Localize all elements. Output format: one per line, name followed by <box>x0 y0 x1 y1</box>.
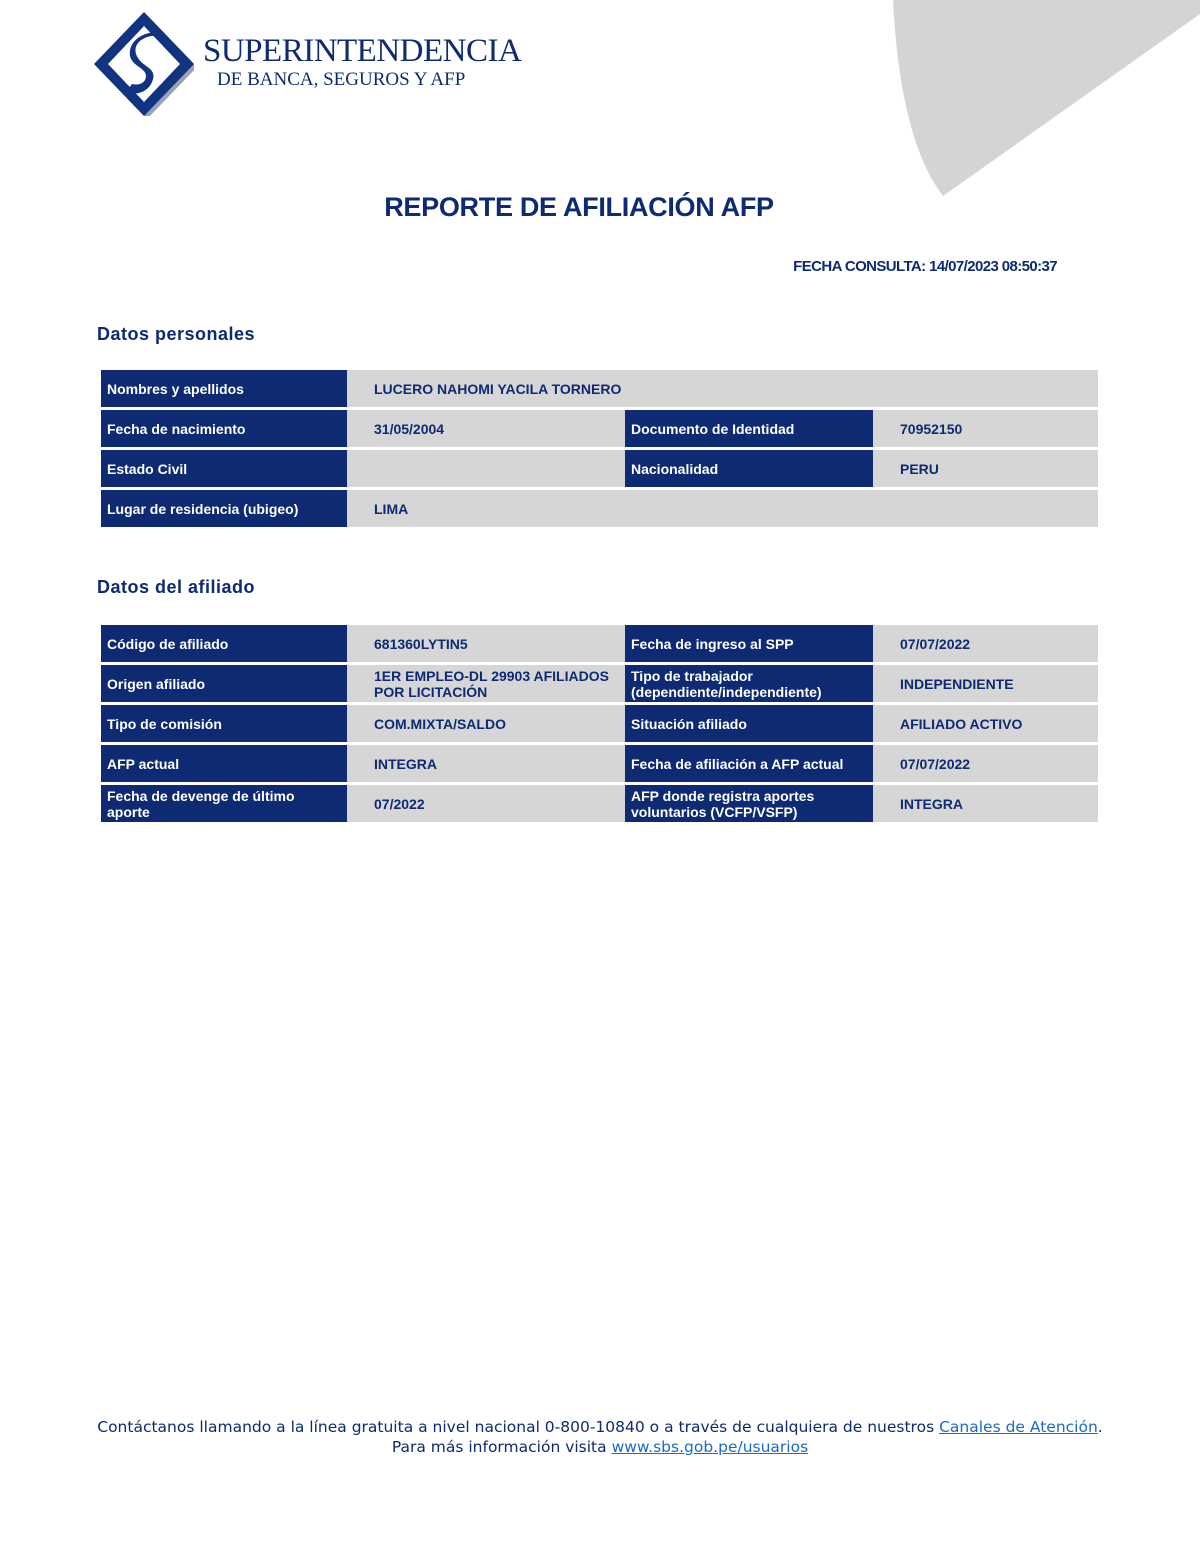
section-title-personales: Datos personales <box>97 324 256 344</box>
value-situacion-afiliado: AFILIADO ACTIVO <box>873 705 1098 745</box>
personal-data-table <box>101 370 1098 527</box>
table-row <box>101 665 1098 705</box>
label-tipo-trabajador: Tipo de trabajador (dependiente/independiente) <box>625 665 873 705</box>
footer-period: . <box>1097 1418 1103 1436</box>
value-estado-civil <box>347 450 625 490</box>
label-codigo-afiliado: Código de afiliado <box>101 625 347 665</box>
table-row <box>101 785 1098 822</box>
value-residencia: LIMA <box>347 490 1098 527</box>
report-title: REPORTE DE AFILIACIÓN AFP <box>384 192 774 222</box>
value-codigo-afiliado: 681360LYTIN5 <box>347 625 625 665</box>
label-fecha-ingreso-spp: Fecha de ingreso al SPP <box>625 625 873 665</box>
label-documento: Documento de Identidad <box>625 410 873 450</box>
logo-line1: SUPERINTENDENCIA <box>203 33 522 69</box>
sbs-logo-text <box>203 33 521 91</box>
value-fecha-nacimiento: 31/05/2004 <box>347 410 625 450</box>
label-estado-civil: Estado Civil <box>101 450 347 490</box>
label-origen-afiliado: Origen afiliado <box>101 665 347 705</box>
footer-line2 <box>0 1437 1200 1457</box>
afiliado-data-table <box>101 625 1098 822</box>
value-origen-afiliado: 1ER EMPLEO-DL 29903 AFILIADOS POR LICITACIÓN <box>347 665 625 705</box>
table-row <box>101 410 1098 450</box>
table-row <box>101 370 1098 410</box>
label-residencia: Lugar de residencia (ubigeo) <box>101 490 347 527</box>
label-fecha-afiliacion-afp: Fecha de afiliación a AFP actual <box>625 745 873 785</box>
label-afp-aportes-voluntarios: AFP donde registra aportes voluntarios (VCFP/VSFP) <box>625 785 873 822</box>
value-fecha-ingreso-spp: 07/07/2022 <box>873 625 1098 665</box>
label-nacionalidad: Nacionalidad <box>625 450 873 490</box>
label-situacion-afiliado: Situación afiliado <box>625 705 873 745</box>
value-fecha-devenge: 07/2022 <box>347 785 625 822</box>
value-fecha-afiliacion-afp: 07/07/2022 <box>873 745 1098 785</box>
sbs-usuarios-link[interactable]: www.sbs.gob.pe/usuarios <box>611 1438 809 1456</box>
value-tipo-comision: COM.MIXTA/SALDO <box>347 705 625 745</box>
footer-line1 <box>0 1417 1200 1437</box>
value-afp-aportes-voluntarios: INTEGRA <box>873 785 1098 822</box>
table-row <box>101 450 1098 490</box>
table-row <box>101 745 1098 785</box>
section-title-afiliado: Datos del afiliado <box>97 577 256 597</box>
canales-atencion-link[interactable]: Canales de Atención <box>939 1418 1098 1436</box>
footer-info-text: Para más información visita <box>391 1438 612 1456</box>
value-nombres: LUCERO NAHOMI YACILA TORNERO <box>347 370 1098 410</box>
label-fecha-nacimiento: Fecha de nacimiento <box>101 410 347 450</box>
footer-contact-text: Contáctanos llamando a la línea gratuita a nivel nacional 0-800-10840 o a través de cualquiera de nuestros <box>97 1418 940 1436</box>
value-tipo-trabajador: INDEPENDIENTE <box>873 665 1098 705</box>
value-nacionalidad: PERU <box>873 450 1098 490</box>
label-afp-actual: AFP actual <box>101 745 347 785</box>
footer <box>0 1417 1200 1457</box>
logo-line2: DE BANCA, SEGUROS Y AFP <box>217 69 466 90</box>
label-tipo-comision: Tipo de comisión <box>101 705 347 745</box>
value-documento: 70952150 <box>873 410 1098 450</box>
table-row <box>101 490 1098 527</box>
table-row <box>101 625 1098 665</box>
table-row <box>101 705 1098 745</box>
label-nombres: Nombres y apellidos <box>101 370 347 410</box>
value-afp-actual: INTEGRA <box>347 745 625 785</box>
sbs-logo-icon <box>94 12 194 116</box>
label-fecha-devenge: Fecha de devenge de último aporte <box>101 785 347 822</box>
fecha-consulta: FECHA CONSULTA: 14/07/2023 08:50:37 <box>793 258 1057 275</box>
